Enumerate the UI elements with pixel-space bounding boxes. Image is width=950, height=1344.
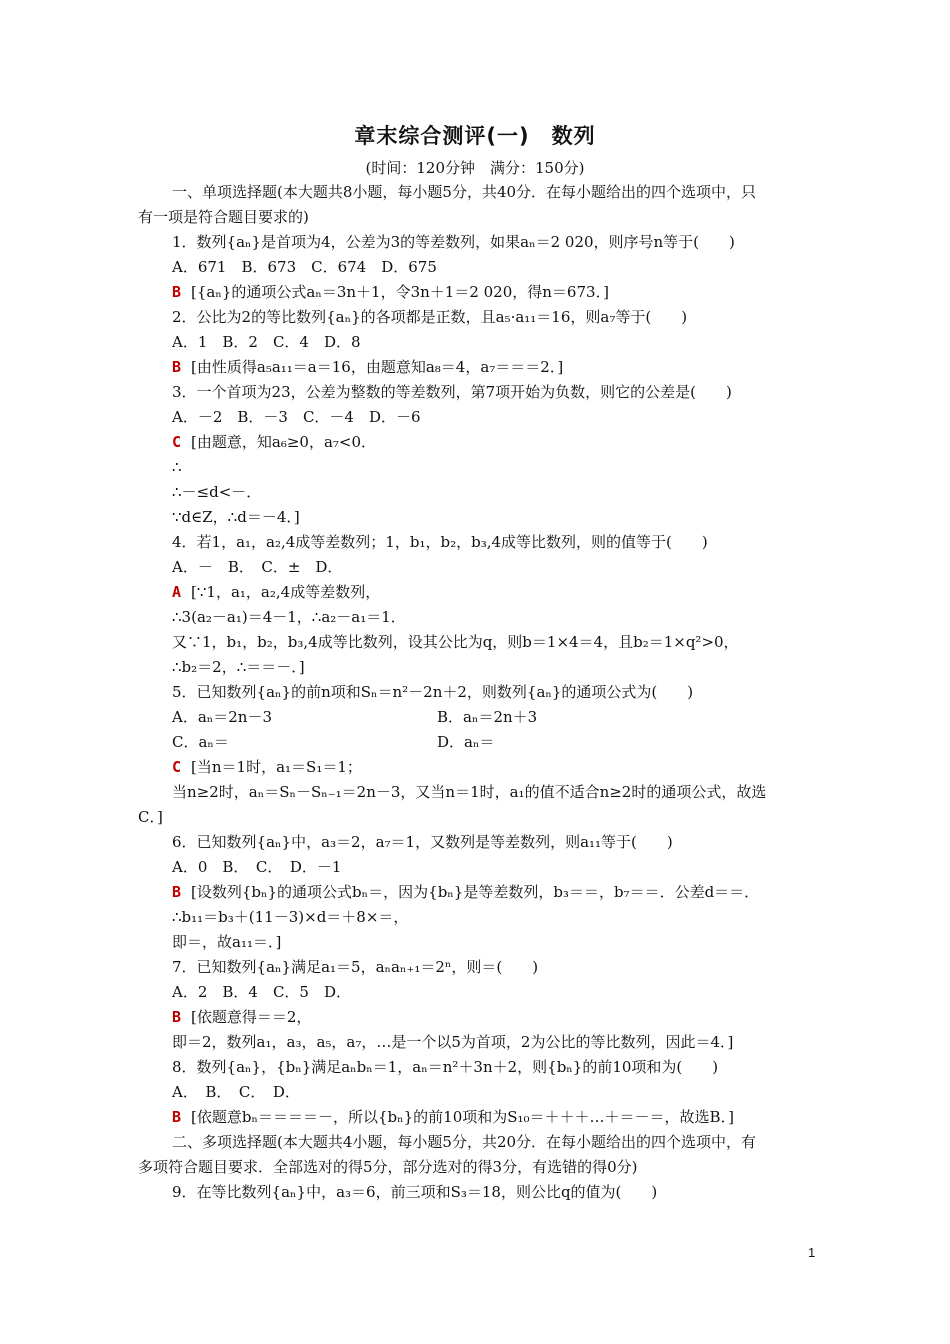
- question-6-options: A．0 B． C． D．－1: [172, 858, 342, 876]
- solution-text: [∵1，a₁，a₂,4成等差数列，: [191, 583, 381, 601]
- question-9-stem: 9．在等比数列{aₙ}中，a₃＝6，前三项和S₃＝18，则公比q的值为( ): [172, 1183, 658, 1201]
- question-1-solution: [138, 280, 818, 305]
- solution-text: [依题意bₙ＝＝＝＝－，所以{bₙ}的前10项和为S₁₀＝＋＋＋…＋＝－＝，故选B．]: [191, 1108, 734, 1126]
- question-6-solution: [138, 880, 818, 905]
- question-5-stem: 5．已知数列{aₙ}的前n项和Sₙ＝n²－2n＋2，则数列{aₙ}的通项公式为( ): [172, 683, 694, 701]
- option-d: D．aₙ＝: [437, 733, 495, 751]
- question-4-stem: 4．若1，a₁，a₂,4成等差数列；1，b₁，b₂，b₃,4成等比数列，则的值等于( ): [172, 533, 708, 551]
- question-5-options-row-1: [138, 705, 818, 730]
- question-7-options: A．2 B．4 C．5 D．: [172, 983, 351, 1001]
- question-5-solution: [138, 755, 818, 780]
- section-heading-1: 一、单项选择题(本大题共8小题，每小题5分，共40分．在每小题给出的四个选项中，只: [172, 183, 757, 201]
- solution-line: ∵d∈Z，∴d＝－4．]: [172, 508, 300, 526]
- answer-letter: B: [172, 283, 182, 301]
- answer-letter: B: [172, 358, 182, 376]
- option-c: C．aₙ＝: [172, 733, 229, 751]
- solution-line: 当n≥2时，aₙ＝Sₙ－Sₙ₋₁＝2n－3，又当n＝1时，a₁的值不适合n≥2时的通项公式，故选: [172, 783, 767, 801]
- answer-letter: B: [172, 883, 182, 901]
- section-heading-2-cont: 多项符合题目要求．全部选对的得5分，部分选对的得3分，有选错的得0分): [138, 1158, 638, 1176]
- question-4-options: A．－ B． C．± D．: [172, 558, 343, 576]
- question-6-stem: 6．已知数列{aₙ}中，a₃＝2，a₇＝1，又数列是等差数列，则a₁₁等于( ): [172, 833, 673, 851]
- page-subtitle: (时间：120分钟 满分：150分): [365, 159, 585, 177]
- solution-text: [设数列{bₙ}的通项公式bₙ＝，因为{bₙ}是等差数列，b₃＝＝，b₇＝＝．公差d＝＝．: [191, 883, 760, 901]
- solution-line: 即＝2，数列a₁，a₃，a₅，a₇，…是一个以5为首项，2为公比的等比数列，因此＝4．]: [172, 1033, 734, 1051]
- solution-line: ∴3(a₂－a₁)＝4－1，∴a₂－a₁＝1．: [172, 608, 406, 626]
- solution-line: ∴－≤d<－．: [172, 483, 262, 501]
- answer-letter: C: [172, 433, 182, 451]
- solution-text: [由题意，知a₆≥0，a₇<0．: [191, 433, 377, 451]
- option-b: B．aₙ＝2n＋3: [437, 708, 538, 726]
- solution-text: [当n＝1时，a₁＝S₁＝1；: [191, 758, 362, 776]
- answer-letter: B: [172, 1108, 182, 1126]
- question-2-solution: [138, 355, 818, 380]
- answer-letter: A: [172, 583, 182, 601]
- question-4-solution: [138, 580, 818, 605]
- solution-line: 即＝，故a₁₁＝．]: [172, 933, 282, 951]
- page-number: 1: [808, 1245, 816, 1260]
- solution-text: [{aₙ}的通项公式aₙ＝3n＋1，令3n＋1＝2 020，得n＝673．]: [191, 283, 609, 301]
- question-8-stem: 8．数列{aₙ}，{bₙ}满足aₙbₙ＝1，aₙ＝n²＋3n＋2，则{bₙ}的前10项和为( ): [172, 1058, 719, 1076]
- question-2-stem: 2．公比为2的等比数列{aₙ}的各项都是正数，且a₅·a₁₁＝16，则a₇等于( ): [172, 308, 688, 326]
- question-7-solution: [138, 1005, 818, 1030]
- solution-text: [依题意得＝＝2，: [191, 1008, 312, 1026]
- document-body: [138, 180, 818, 1205]
- question-8-solution: [138, 1105, 818, 1130]
- solution-line: C．]: [138, 808, 163, 826]
- solution-line: ∴: [172, 458, 182, 476]
- answer-letter: B: [172, 1008, 182, 1026]
- section-heading-1-cont: 有一项是符合题目要求的): [138, 208, 309, 226]
- solution-line: ∴b₁₁＝b₃＋(11－3)×d＝＋8×＝，: [172, 908, 409, 926]
- solution-line: 又∵1，b₁，b₂，b₃,4成等比数列，设其公比为q，则b＝1×4＝4，且b₂＝1×q²>0，: [172, 633, 739, 651]
- question-8-options: A． B． C． D．: [172, 1083, 300, 1101]
- option-a: A．aₙ＝2n－3: [172, 708, 273, 726]
- question-1-options: A．671 B．673 C．674 D．675: [172, 258, 437, 276]
- question-3-stem: 3．一个首项为23，公差为整数的等差数列，第7项开始为负数，则它的公差是( ): [172, 383, 732, 401]
- question-1-stem: 1．数列{aₙ}是首项为4，公差为3的等差数列，如果aₙ＝2 020，则序号n等于( ): [172, 233, 735, 251]
- question-3-solution: [138, 430, 818, 455]
- section-heading-2: 二、多项选择题(本大题共4小题，每小题5分，共20分．在每小题给出的四个选项中，有: [172, 1133, 757, 1151]
- page-title: 章末综合测评(一) 数列: [354, 124, 596, 148]
- question-3-options: A．－2 B．－3 C．－4 D．－6: [172, 408, 421, 426]
- question-5-options-row-2: [138, 730, 818, 755]
- question-7-stem: 7．已知数列{aₙ}满足a₁＝5，aₙaₙ₊₁＝2ⁿ，则＝( ): [172, 958, 539, 976]
- question-2-options: A．1 B．2 C．4 D．8: [172, 333, 361, 351]
- solution-line: ∴b₂＝2，∴＝＝－．]: [172, 658, 305, 676]
- solution-text: [由性质得a₅a₁₁＝a＝16，由题意知a₈＝4，a₇＝＝＝2．]: [191, 358, 564, 376]
- answer-letter: C: [172, 758, 182, 776]
